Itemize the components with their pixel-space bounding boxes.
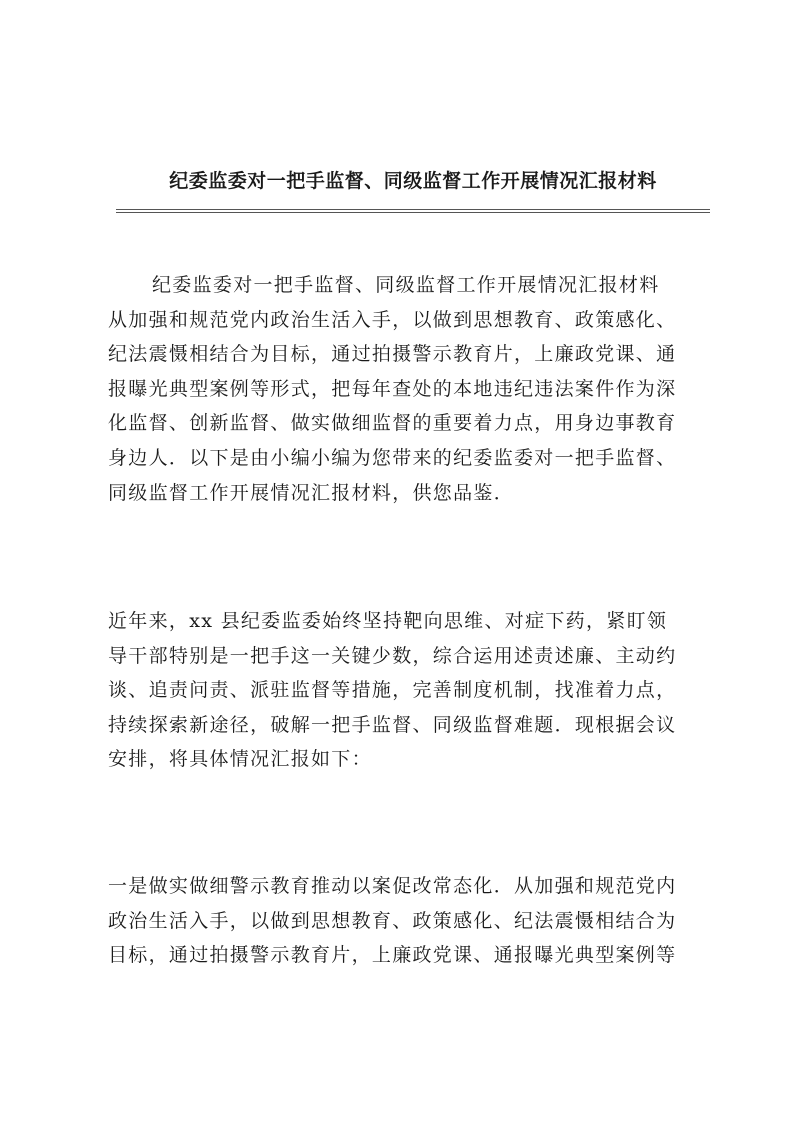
- paragraph-line: 纪委监委对一把手监督、同级监督工作开展情况汇报材料: [152, 274, 660, 296]
- paragraph-line: 导干部特别是一把手这一关键少数，综合运用述责述廉、主动约: [108, 644, 677, 667]
- paragraph-line: 身边人．以下是由小编小编为您带来的纪委监委对一把手监督、: [108, 446, 677, 469]
- title-divider: [116, 209, 710, 213]
- paragraph-line: 安排，将具体情况汇报如下：: [108, 748, 372, 771]
- paragraph-line: 报曝光典型案例等形式，把每年查处的本地违纪违法案件作为深: [108, 377, 677, 400]
- paragraph-intro: [108, 268, 712, 510]
- paragraph-line: 持续探索新途径，破解一把手监督、同级监督难题．现根据会议: [108, 713, 677, 736]
- paragraph-point-one: [108, 869, 712, 973]
- paragraph-line: 谈、追责问责、派驻监督等措施，完善制度机制，找准着力点，: [108, 679, 677, 702]
- paragraph-line: 近年来，xx 县纪委监委始终坚持靶向思维、对症下药，紧盯领: [108, 610, 668, 632]
- paragraph-line: 同级监督工作开展情况汇报材料，供您品鉴．: [108, 481, 515, 504]
- paragraph-line: 一是做实做细警示教育推动以案促改常态化．从加强和规范党内: [108, 875, 677, 897]
- paragraph-line: 纪法震慑相结合为目标，通过拍摄警示教育片，上廉政党课、通: [108, 343, 677, 366]
- paragraph-line: 从加强和规范党内政治生活入手，以做到思想教育、政策感化、: [108, 308, 677, 331]
- paragraph-overview: [108, 604, 712, 777]
- paragraph-line: 政治生活入手，以做到思想教育、政策感化、纪法震慑相结合为: [108, 909, 677, 932]
- paragraph-line: 目标，通过拍摄警示教育片，上廉政党课、通报曝光典型案例等: [108, 944, 677, 967]
- document-title: 纪委监委对一把手监督、同级监督工作开展情况汇报材料: [169, 170, 657, 192]
- paragraph-line: 化监督、创新监督、做实做细监督的重要着力点，用身边事教育: [108, 412, 677, 435]
